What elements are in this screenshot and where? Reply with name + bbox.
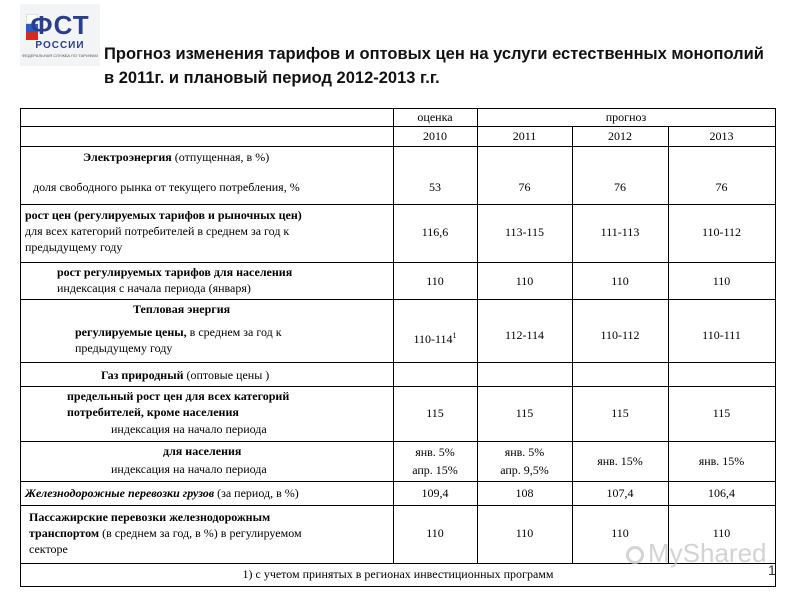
watermark: MyShared <box>626 538 767 569</box>
table-row <box>21 482 775 506</box>
cell-value: 110 <box>426 274 444 288</box>
table-years-row <box>21 127 775 147</box>
cell-value: 110-112 <box>600 328 640 342</box>
cell-value: 115 <box>426 406 444 420</box>
header-forecast: прогноз <box>605 110 647 124</box>
row-label: для населения <box>163 444 242 458</box>
page-title: Прогноз изменения тарифов и оптовых цен на услуги естественных монополий в 2011г. и плановый период 2012-2013 г.г. <box>104 45 764 87</box>
cell-value: апр. 9,5% <box>500 463 549 477</box>
table-row <box>21 300 775 363</box>
cell-value: 115 <box>515 406 534 420</box>
row-label: индексация на начало периода <box>111 422 267 436</box>
header-year-2011: 2011 <box>512 129 537 143</box>
cell-value: 115 <box>611 406 629 420</box>
row-label: предельный рост цен для всех категорий <box>67 389 290 403</box>
row-label: для всех категорий потребителей в среднем за год к <box>25 224 290 238</box>
row-label: рост регулируемых тарифов для населения <box>57 265 293 279</box>
table-header-row <box>21 109 775 127</box>
cell-value: 116,6 <box>421 225 449 239</box>
cell-value: 113-115 <box>504 225 545 239</box>
cell-value: 53 <box>429 180 441 194</box>
header-year-2012: 2012 <box>608 129 632 143</box>
cell-value: янв. 5% <box>504 445 545 459</box>
logo-fst-text: ФСТ <box>30 10 90 40</box>
cell-value: 76 <box>518 180 531 194</box>
cell-value: янв. 15% <box>597 454 643 468</box>
table-row <box>21 147 775 205</box>
cell-value: апр. 15% <box>412 463 458 477</box>
row-label: индексация на начало периода <box>111 462 267 476</box>
cell-value: 110 <box>515 526 534 540</box>
row-label: Пассажирские перевозки железнодорожным <box>29 510 271 524</box>
cell-value: 109,4 <box>421 486 449 500</box>
cell-value: 76 <box>715 180 728 194</box>
cell-value: 110 <box>712 274 731 288</box>
cell-value: 108 <box>515 486 534 500</box>
cell-value: 110-111 <box>702 328 741 342</box>
logo-subtitle: ФЕДЕРАЛЬНАЯ СЛУЖБА ПО ТАРИФАМ <box>22 53 98 58</box>
cell-value: 110 <box>515 274 534 288</box>
row-label: регулируемые цены, в среднем за год к <box>75 325 282 339</box>
table-row <box>21 205 775 263</box>
tariff-table <box>20 108 776 587</box>
row-label: потребителей, кроме населения <box>67 405 239 419</box>
header-estimate: оценка <box>417 110 453 124</box>
table-row <box>21 363 775 387</box>
row-label: транспортом (в среднем за год, в %) в регулируемом <box>29 526 302 540</box>
cell-value: 110 <box>426 526 444 540</box>
cell-value: 112-114 <box>504 328 545 342</box>
header-year-2013: 2013 <box>709 129 734 143</box>
cell-value: $110-114^1$ <box>413 331 457 346</box>
page-number: 1 <box>768 562 776 578</box>
row-title-gas: Газ природный (оптовые цены ) <box>101 368 270 382</box>
cell-value: 111-113 <box>600 225 640 239</box>
row-label: Железнодорожные перевозки грузов (за период, в %) <box>25 486 299 500</box>
header-year-2010: 2010 <box>423 129 447 143</box>
cell-value: 110 <box>611 274 629 288</box>
footnote: 1) с учетом принятых в регионах инвестиционных программ <box>242 567 554 581</box>
row-title-electricity: Электроэнергия (отпущенная, в %) <box>83 150 270 164</box>
row-label: индексация с начала периода (января) <box>57 281 251 295</box>
row-title-heat: Тепловая энергия <box>133 302 231 316</box>
cell-value: 106,4 <box>708 486 735 500</box>
cell-value: 76 <box>614 180 626 194</box>
row-label: доля свободного рынка от текущего потребления, % <box>33 180 300 194</box>
row-label: предыдущему году <box>25 240 123 254</box>
table-row <box>21 442 775 482</box>
cell-value: 110-112 <box>701 225 742 239</box>
cell-value: 107,4 <box>606 486 634 500</box>
cell-value: 115 <box>712 406 731 420</box>
table-row <box>21 263 775 300</box>
row-label: предыдущему году <box>75 341 173 355</box>
cell-value: янв. 5% <box>415 445 455 459</box>
cell-value: 110 <box>611 526 629 540</box>
logo-rossii-text: РОССИИ <box>35 40 85 51</box>
cell-value: 110 <box>712 526 731 540</box>
cell-value: янв. 15% <box>698 454 745 468</box>
table-row <box>21 387 775 442</box>
fst-logo <box>20 4 100 66</box>
row-label: секторе <box>29 542 68 556</box>
row-label: рост цен (регулируемых тарифов и рыночных цен) <box>25 208 302 222</box>
watermark-icon <box>626 546 644 564</box>
